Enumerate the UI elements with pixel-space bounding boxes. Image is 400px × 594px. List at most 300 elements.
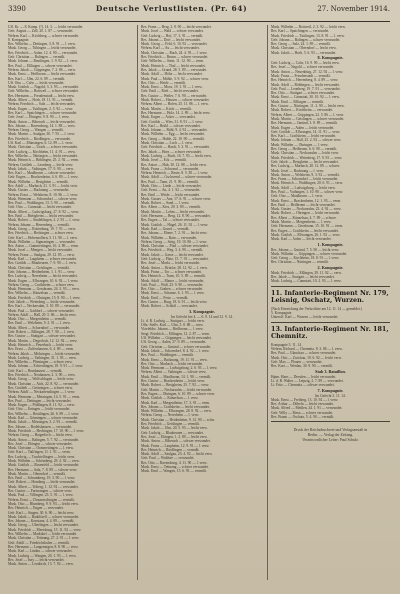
casualty-entry: Musk. Jakob — Horb, 5. 6. 93 — verwundet.: [271, 50, 337, 55]
casualty-entry: Gefr. Max — Plauen — verwundet.: [271, 360, 323, 365]
casualty-entry: Gefr. Robert — Eßlingen, 28. 7. 90 — l. verw.: [8, 330, 75, 335]
imprint-line: Verantwortlicher Leiter: Paul Schulz.: [302, 437, 359, 442]
divider: [271, 286, 390, 287]
casualty-entry: Res. Josef — Ebingen — schwer verwundet.: [8, 441, 73, 446]
casualty-entry: Gefr. Ernst — Au, 4. 1. 92 — verwundet.: [141, 188, 201, 193]
casualty-entry: Gefr. Emil — Ried — leicht verwundet.: [141, 89, 199, 94]
casualty-entry: Wehrm. Adolf — Hall, 20. 5. 86 — leicht verw.: [8, 312, 77, 317]
casualty-entry: Musk. Wilhelm — Rain — verwundet.: [141, 235, 197, 240]
casualty-entry: Res. Gustav — Brackenheim — leicht verw.: [141, 379, 206, 384]
casualty-entry: Gefr. Otto — Maulbronn — l. verw.: [271, 194, 323, 199]
casualty-entry: Musk. Eugen — Aalen — leicht verwundet.: [271, 125, 335, 130]
casualty-entry: Musk. Karl — Mergentheim, 17. 3. 91 — verm.: [141, 400, 211, 405]
casualty-entry: Res. Ludwig — Marbach, 28. 12. 89 — schwer.: [271, 164, 340, 169]
casualty-entry: Uff. Wilhelm — Göppingen — leicht verwundet.: [141, 336, 212, 341]
casualty-entry: Res. Paul — Tann, 21. 9. 90 — vermißt.: [141, 179, 199, 184]
casualty-entry: Uff. Karl — Münsingen, 6. 12. 89 — l. verw.: [8, 141, 74, 146]
casualty-entry: Offz.-Stellv. Karl — Ulm, 3. 8. 88 — verw.: [141, 323, 204, 328]
casualty-entry: Musk. Martin — Kirch — vermißt.: [141, 106, 192, 111]
casualty-entry: Musk. Christian — Loch — l. verw.: [141, 141, 193, 146]
casualty-entry: Gefr. Gottlob — Wies, 31. 8. 91 — l. verw.: [141, 119, 204, 124]
casualty-entry: Lt. d. R. Ludwig — Stuttgart — leicht verw.: [141, 318, 205, 323]
casualty-entry: Res. Hermann — Langenargen, 8. 8. 90 — verw.: [8, 544, 79, 549]
casualty-entry: Musk. Martin — Geislingen — schwer verwundet.: [271, 116, 345, 121]
header-rule: [8, 21, 390, 22]
casualty-entry: Wehrm. Albert — Vaihingen — schwer verw.: [141, 370, 207, 375]
casualty-entry: Musk. Karl — Gönningen — schwer verwundet.: [8, 416, 79, 421]
issue-date: 27. November 1914.: [317, 5, 390, 13]
casualty-entry: Res. Johann — Gmünd, 7. 5. 90 — leicht verw.: [271, 247, 340, 252]
casualty-entry: Musk. Adolf — Saulgau, 23. 4. 92 — leicht verw.: [141, 452, 213, 457]
casualty-entry: Musk. Johann — Echterdingen, 18. 9. 91 — l. verw.: [8, 364, 84, 369]
casualty-entry: Musk. Ernst — Moos, 19. 1. 91 — l. verw.: [141, 85, 203, 90]
casualty-entry: Musk. Jakob — Schorndorf, 8. 4. 92 — l. verw.: [141, 348, 210, 353]
casualty-entry: Musk. Karl — Aalen — leicht verwundet.: [271, 237, 332, 242]
casualty-entry: Res. Wilhelm — Markdorf — leicht verwundet.: [8, 532, 78, 537]
battle-note: Im Gefecht 3. 11. 14.: [315, 393, 346, 398]
casualty-entry: Musk. Robert — Besigheim, 25. 7. 92 — verw.: [141, 383, 210, 388]
casualty-entry: Gefr. Friedrich — Hardt, 5. 3. 91 — verwundet.: [141, 145, 210, 150]
casualty-entry: Gefr. Ludwig — Calw, 16. 9. 90 — leicht verw.: [271, 61, 340, 66]
casualty-entry: Uff. Kr. — 8. Komp. (?), 14. 3. — leicht verwundet.: [8, 25, 84, 29]
casualty-entry: Res. Gustav — Furtwangen — schwer verw.: [8, 489, 73, 494]
casualty-entry: Res. Karl — Crailsheim — leicht verwundet.: [271, 134, 337, 139]
company-heading: 2. Kompagnie.: [317, 264, 344, 270]
casualty-entry: Res. Friedrich — Hechingen — schwer verw.: [8, 231, 74, 236]
casualty-entry: Musk. Emil — Maulbronn, 14. 1. 90 — vermißt.: [141, 374, 212, 379]
casualty-entry: Musk. Friedrich — Weinsberg, 17. 9. 93 — verw.: [271, 155, 343, 160]
casualty-entry: Musk. Wilhelm — Rottweil, 2. 3. 92 — leicht verw.: [271, 25, 346, 29]
casualty-entry: Wehrm. Georg — Steig, 19. 10. 86 — l. verw.: [141, 239, 208, 244]
casualty-entry: Res. Wilhelm — Künzelsau — vermißt.: [8, 291, 66, 296]
casualty-entry: Res. Karl — Ulm, 22. 6. 89 — vermißt.: [8, 76, 66, 81]
casualty-entry: Musk. Karl — Grund — vermißt.: [141, 226, 190, 231]
casualty-entry: Uff. Otto — Calw — leicht verwundet.: [8, 80, 65, 85]
casualty-entry: Uff. Georg — Aalen, 27. 9. 89 — verwundet.: [141, 340, 207, 345]
casualty-entry: Gefr. Karl — Tailfingen, 11. 1. 91 — verm.: [8, 450, 71, 455]
casualty-entry: Musk. Georg — Tübingen — leicht verwundet.: [8, 46, 77, 51]
casualty-entry: Res. Gustav — Weiler, 7. 6. 90 — verwundet.: [141, 93, 208, 98]
casualty-entry: Musk. Friedrich — Meersburg, 15. 11. 92 — verw.: [8, 527, 82, 532]
casualty-entry: Res. Emil — Welzheim, 9. 2. 91 — l. verw.: [8, 321, 71, 326]
casualty-entry: Lt. Fritz — Chemnitz — schwer verwundet.: [271, 383, 335, 388]
divider: [271, 421, 390, 422]
casualty-entry: Musk. Christian — Heidenheim, 9. 12. 90 — schw.: [141, 417, 215, 422]
casualty-entry: Musk. Ludwig — Wangen, 20. 1. 93 — l. verw.: [8, 553, 77, 558]
casualty-entry: Musk. Jakob — Vaihingen, 17. 9. 90 — verw.: [8, 166, 74, 171]
casualty-entry: Res. Johann — Konstanz, 4. 4. 89 — vermißt.: [8, 519, 75, 524]
casualty-entry: Lt. d. R. Walter — Leipzig, 2. 7. 89 — verwundet.: [271, 378, 344, 383]
casualty-entry: Musk. Ernst — Schanze, 6. 1. 93 — l. verw.: [141, 291, 205, 296]
casualty-entry: Gefr. Martin — Neckarsulm — leicht verwundet.: [141, 387, 213, 392]
casualty-entry: Res. Paul — Dettingen — leicht verwundet.: [8, 398, 72, 403]
casualty-entry: Res. Friedrich — Neuhausen, 2. 3. 90 — verw.: [8, 373, 76, 378]
casualty-entry: Musk. Emil — Eßlingen — vermißt.: [271, 99, 324, 104]
casualty-entry: Res. Karl — Maulbronn — schwer verwundet.: [8, 171, 76, 176]
casualty-entry: Res. Heinrich — Engen — verwundet.: [8, 506, 64, 511]
casualty-entry: Musk. Gustav — Backnang — verwundet.: [8, 188, 70, 193]
casualty-entry: Musk. Martin — Lehm — leicht verwundet.: [141, 209, 205, 214]
casualty-entry: Wehrm. Heinrich — Reute, 8. 5. 85 — l. verw.: [141, 171, 209, 176]
casualty-entry: Musk. Martin — Mergentheim — l. verw.: [271, 220, 332, 225]
casualty-entry: Musk. Friedrich — Eßlingen, 29. 11. 92 — verw.: [271, 270, 342, 275]
casualty-entry: Musk. Adolf — Gschwend — schwer verwundet.: [141, 175, 213, 180]
casualty-entry: Musk. Christian — Onstmettingen — l. verw.: [8, 446, 74, 451]
casualty-entry: Musk. Johann — Hall, 25. 2. 92 — schwer verw.: [271, 138, 342, 143]
casualty-entry: Res. Johann — Ebene, 7. 2. 91 — leicht verw.: [141, 231, 208, 236]
casualty-entry: Musk. Christian — Tettnang, 27. 2. 91 — l. verw.: [8, 536, 80, 541]
casualty-entry: Musk. Emil — Feste — vermißt.: [141, 295, 189, 300]
casualty-entry: Res. Johann — Dorf — leicht verwundet.: [141, 37, 201, 42]
casualty-entry: (Nach Einreichung der Verlustliste am 12. 11. 14 — gemeldet.): [271, 306, 362, 311]
casualty-entry: Gefr. Ludwig — Hof, 17. 3. 91 — vermißt.: [141, 33, 204, 38]
casualty-entry: Res. Heinrich — Riedlingen — vermißt.: [141, 447, 200, 452]
casualty-entry: Res. Jakob — Grund, 28. 5. 89 — verwundet.: [141, 67, 207, 72]
casualty-entry: Musk. Wilhelm — Schömberg, 29. 4. 92 — verw.: [8, 458, 80, 463]
casualty-entry: Res. Karl — Neckarsulm, 3. 10. 89 — verwundet.: [8, 304, 81, 309]
casualty-entry: Res. Wilhelm — Nürtingen — leicht verwundet.: [8, 153, 78, 158]
casualty-entry: Musk. Wilhelm — Ellwangen, 28. 8. 92 — verw.: [141, 409, 212, 414]
casualty-entry: Res. Gottlob — Blaubeuren, 7. 9. 90 — l. verw.: [8, 261, 77, 266]
casualty-entry: Musk. Franz — Schwand — verwundet.: [141, 166, 200, 171]
casualty-entry: Musk. Friedrich — Hechingen, 17. 10. 90 — l. verw.: [8, 428, 85, 433]
casualty-entry: Musk. Gottlob — Rosenfeld — leicht verwundet.: [8, 463, 80, 468]
casualty-entry: Musk. Adolf — Ludwigsburg — leicht verw.: [271, 185, 336, 190]
casualty-entry: Res. Josef — Ehingen, 1. 2. 89 — leicht verw.: [141, 434, 208, 439]
casualty-entry: Wehrm. Karl — Au — leicht verwundet.: [141, 46, 200, 51]
casualty-entry: Res. Eugen — Öhringen, 6. 10. 89 — schwer verw.: [141, 391, 216, 396]
casualty-entry: Musk. Wilhelm — Egg — leicht verwundet.: [141, 132, 205, 137]
page-header: [8, 4, 390, 20]
casualty-entry: Res. Gustav — Stuttgart — schwer verwundet.: [8, 334, 76, 339]
casualty-entry: Wehrm. Richard — Chemnitz, 8. 3. 86 — l. verw.: [271, 347, 343, 352]
casualty-entry: Musk. Ludwig — Buch, 16. 7. 93 — leicht verw.: [141, 153, 212, 158]
casualty-entry: Musk. Jakob — Gasse — leicht verwundet.: [141, 252, 204, 257]
casualty-entry: Musk. Robert — Sand — l. verw.: [141, 201, 190, 206]
casualty-entry: Musk. Anton — Welzheim, 9. 3. 92 — vermißt.: [271, 172, 340, 177]
casualty-entry: Res. Otto — Heide — vermißt.: [141, 80, 187, 85]
casualty-entry: Res. Gustav — Nürtingen, 11. 2. 90 — leicht verw.: [271, 104, 345, 109]
casualty-entry: Musk. Christian — Oberndorf — leicht verw.: [271, 46, 337, 51]
casualty-entry: Musk. Jakob — Ulm, 20. 5. 93 — leicht verw.: [141, 426, 208, 431]
casualty-entry: Musk. Hermann — Gerabronn, 24. 3. 93 — verw.: [8, 287, 80, 292]
casualty-entry: Musk. Anton — Neuenbürg, 27. 12. 92 — l. verw.: [271, 69, 344, 74]
casualty-entry: Musk. Karl — Lindau — schwer verwundet.: [8, 549, 73, 554]
casualty-entry: Res. Anton — Hub, 30. 12. 88 — leicht verw.: [141, 162, 207, 167]
casualty-entry: Gefr. Hermann — Gerabronn, 15. 10. 91 — verm.: [271, 224, 344, 229]
casualty-entry: Gefr. Georg — Kirchheim, 18. 8. 91 — l. verw.: [271, 256, 340, 261]
casualty-entry: Musk. Anton — Balingen, 5. 7. 92 — verwundet.: [8, 437, 80, 442]
casualty-entry: Musk. Georg — Überlingen — leicht verwundet.: [8, 523, 79, 528]
casualty-entry: Musk. Johann — Reutlingen, 1. 9. 92 — l. verw.: [8, 59, 78, 64]
casualty-entry: Res. Albert — Kies, 29. 3. 89 — vermißt.: [141, 205, 201, 210]
casualty-entry: Res. Christian — Nürtingen — vermißt.: [271, 260, 329, 265]
casualty-entry: Musk. Josef — Backnang — l. verw.: [271, 168, 325, 173]
casualty-entry: Res. Adolf — Marbach, 21. 3. 91 — leicht verw.: [8, 183, 79, 188]
casualty-entry: Res. Johann — Crailsheim — leicht verwundet.: [141, 404, 210, 409]
casualty-entry: Res. Otto — Ravensburg, 4. 11. 90 — l. verw.: [141, 460, 208, 465]
casualty-entry: Musk. Johann — Bühl, 9. 4. 92 — verwundet.: [141, 128, 208, 133]
casualty-entry: Wehrm. Albert — Hofen, 25. 11. 86 — l. verw.: [141, 102, 209, 107]
casualty-entry: 8. Kompagnie.: [8, 37, 30, 42]
casualty-entry: Res. Jakob — Stuttgart — leicht verwundet.: [271, 275, 335, 280]
casualty-entry: Musk. Wilhelm — Sigmaringen — verwundet.: [8, 239, 76, 244]
casualty-entry: Musk. Gottlob — Künzelsau — l. verw.: [141, 396, 199, 401]
casualty-entry: Musk. Adolf — Mauer — leicht verwundet.: [141, 278, 205, 283]
casualty-entry: Musk. Eugen — Acker — verwundet.: [141, 115, 196, 120]
casualty-entry: Res. Eugen — Crailsheim — leicht verwundet.: [271, 228, 339, 233]
casualty-entry: Musk. Robert — Hausen — schwer verwundet.: [141, 98, 210, 103]
casualty-entry: Res. Hermann — Sulz, 7. 8. 89 — schwer verw.: [8, 467, 78, 472]
casualty-entry: Sergt. Friedrich — Eßlingen, 12. 2. 87 — verm.: [141, 331, 210, 336]
casualty-entry: Wehrm. Franz — Saulgau, 29. 12. 85 — verw.: [8, 252, 75, 257]
publication-title: Deutsche Verlustlisten. (Pr. 64): [95, 4, 248, 13]
casualty-entry: Res. Emil — Schramberg, 19. 3. 90 — l. verw.: [8, 476, 76, 481]
company-heading: 8. Kompagnie.: [317, 55, 344, 61]
casualty-entry: Gefr. Christian — Balingen — vermißt.: [8, 55, 66, 60]
casualty-entry: Res. Emil — Heilbronn — leicht verwundet.: [271, 202, 336, 207]
casualty-entry: Res. Georg — Halde, 22. 10. 90 — vermißt.: [141, 136, 205, 141]
imprint-line: Druck der Reichsdruckerei und Verlagsanstalt in: [293, 428, 368, 433]
casualty-entry: Musk. Anton — Leutkirch, 13. 7. 92 — verw.: [8, 562, 74, 567]
casualty-entry: Musk. Anton — Biberach — leicht verwundet.: [8, 119, 76, 124]
casualty-entry: Gefr. Robert — Hornberg — leicht verwundet.: [8, 480, 76, 485]
casualty-entry: Musk. Georg — Rottenburg, 19. 7. 91 — verw.: [8, 226, 77, 231]
casualty-entry: Hptm. Hans — Dresden — leicht verwundet.: [271, 374, 337, 379]
casualty-entry: Musk. Ludwig — Vaihingen, 31. 1. 93 — verw.: [8, 355, 77, 360]
casualty-entry: Musk. Hermann — Metzingen, 14. 5. 91 — verm.: [8, 394, 81, 399]
casualty-entry: Res. Paul — Waiblingen, 13. 5. 90 — vermißt.: [8, 201, 76, 206]
casualty-entry: Gefr. Christian — Gmünd — schwer verwundet.: [141, 344, 212, 349]
casualty-entry: Res. Emil — Weide — leicht verwundet.: [141, 192, 200, 197]
casualty-entry: Wehrm. Karl — Kirchberg — schwer verwundet.: [8, 33, 80, 38]
casualty-entry: Musk. Ludwig — Cannstatt, 10. 2. 93 — l. verw.: [271, 279, 342, 284]
casualty-entry: Res. Karl — Spaichingen — verwundet.: [271, 29, 330, 34]
casualty-entry: Musk. Friedrich — Öhringen, 15. 8. 90 — l. verw.: [8, 295, 81, 300]
casualty-entry: Res. Paul — Waiblingen — vermißt.: [141, 353, 194, 358]
casualty-entry: Res. Wilhelm — Plieningen — schwer verw.: [8, 360, 73, 365]
casualty-entry: Musk. Christian — Geislingen — vermißt.: [8, 265, 70, 270]
casualty-entry: Res. Ludwig — Neresheim — leicht verwundet.: [8, 274, 78, 279]
casualty-entry: Res. Friedrich — Aalen, 12. 4. 90 — verwundet.: [8, 50, 78, 55]
column-divider-left: [137, 25, 138, 580]
casualty-entry: Musk. Franz — Tor — schwer verwundet.: [141, 269, 202, 274]
casualty-entry: Musk. Heinrich — Waiblingen, 20. 6. 91 — verw.: [271, 181, 343, 186]
casualty-entry: Res. Georg — Sulz, 24. 1. 89 — vermißt.: [271, 42, 331, 47]
casualty-entry: Musk. Albert — Ludwigsburg, 27. 8. 92 — verw.: [8, 209, 80, 214]
casualty-entry: Musk. Christian — Urach — schwer verwundet.: [8, 145, 78, 150]
casualty-entry: Wehrm. Ernst — Donaueschingen — vermißt.: [8, 497, 75, 502]
casualty-entry: Wehrm. Johann — Herrenberg — vermißt.: [8, 222, 70, 227]
casualty-entry: Wehrm. Ernst — Welzheim, 8. 10. 86 — l. verw.: [8, 192, 79, 197]
casualty-entry: Musk. Wilhelm — Öhringen — l. verw.: [271, 142, 329, 147]
casualty-entry: Res. Wilhelm — Dettingen, 3. 8. 91 — l. verw.: [8, 42, 76, 47]
casualty-entry: Musk. Otto — Blumberg, 9. 9. 93 — leicht verw.: [8, 501, 79, 506]
casualty-entry: Gefr. Eugen — Brackenheim, 4. 6. 89 — l. verw.: [8, 175, 79, 180]
column-divider-right: [267, 25, 268, 580]
casualty-entry: Res. Hermann — Gmünd, 3. 8. 89 — vermißt.: [271, 121, 338, 126]
casualty-entry: Gefr. Paul — Leonberg, 19. 7. 91 — verwundet.: [271, 86, 341, 91]
casualty-entry: Res. Paul — Eßlingen — schwer verwundet.: [8, 63, 73, 68]
casualty-entry: Musk. Josef — Mengen — leicht verwundet.: [8, 248, 73, 253]
casualty-entry: Musk. Hermann — Ludwigsburg, 2. 6. 93 — l. verw.: [141, 366, 218, 371]
casualty-entry: Res. Franz — Schorndorf — leicht verwundet.: [271, 177, 339, 182]
casualty-entry: Musk. Wilhelm — Besigheim — vermißt.: [8, 179, 69, 184]
casualty-entry: Res. Hermann — Holz, 14. 2. 89 — leicht verw.: [141, 110, 211, 115]
casualty-entry: Wehrm. Jakob — Möhringen — leicht verwundet.: [8, 351, 81, 356]
casualty-entry: Gefr. Ludwig — Platz, 15. 7. 91 — verwundet.: [141, 257, 209, 262]
casualty-entry: Musk. Christian — Neckarsulm — leicht verw.: [271, 151, 340, 156]
casualty-entry: Musk. Georg — Feld, 6. 10. 92 — verwundet.: [141, 42, 208, 47]
casualty-entry: Musk. Eugen — Pfullingen, 8. 11. 92 — verw.: [8, 403, 76, 408]
casualty-entry: Res. Ludwig — Truchtelfingen — leicht verw.: [8, 454, 76, 459]
casualty-entry: Res. Josef — Isny — leicht verwundet.: [8, 557, 65, 562]
column-middle: [141, 25, 263, 580]
casualty-entry: 5. Kompagnie.: [271, 311, 293, 316]
casualty-entry: Musk. Gustav — Neckarsulm, 23. 4. 92 — verw.: [271, 207, 342, 212]
casualty-entry: Musk. Jakob — Mössingen, 3. 2. 93 — vermißt.: [8, 420, 78, 425]
casualty-entry: Musk. Friedrich — Tuttlingen, 13. 8. 91 — l. verw.: [271, 33, 345, 38]
casualty-entry: Gefr. Hermann — Berg, 12. 8. 90 — verwundet.: [141, 214, 211, 219]
casualty-entry: Musk. Alfred — Meißen, 24. 1. 91 — verwundet.: [271, 406, 343, 411]
casualty-entry: Res. Johann — Ravensburg, 14. 1. 88 — verw.: [8, 123, 76, 128]
casualty-entry: Res. Bruno — Oschatz, 5. 4. 90 — vermißt.: [271, 415, 335, 420]
casualty-entry: Musk. Christian — Pfad — schwer verwundet.: [141, 244, 209, 249]
casualty-entry: Musk. Martin — Saulgau, 30. 7. 93 — l. verw.: [8, 132, 76, 137]
imprint-line: Berlin. — Verlag der Zeitung.: [307, 432, 354, 437]
casualty-entry: Gefr. Wilhelm — Rottweil — schwer verwundet.: [8, 89, 79, 94]
casualty-entry: Musk. Albert — Triberg, 1. 12. 92 — verwundet.: [8, 484, 79, 489]
casualty-entry: Res. Johann — Bodelshausen — verwundet.: [8, 424, 73, 429]
casualty-entry: Musk. Heinrich — Böblingen, 25. 2. 92 — verm.: [8, 158, 79, 163]
casualty-entry: Gefr. Otto — Cannstatt — leicht verwundet.: [8, 205, 72, 210]
casualty-entry: Musk. Eugen — Tuttlingen, 2. 5. 92 — verw.: [8, 106, 74, 111]
casualty-entry: Musk. Franz — Laupheim, 12. 9. 91 — l. verw.: [141, 443, 210, 448]
column-right: [271, 25, 390, 580]
casualty-entry: Musk. Ernst — Tettnang — schwer verwundet.: [141, 464, 209, 469]
casualty-entry: Musk. Christian — Bach, 24. 4. 93 — l. verw.: [141, 50, 208, 55]
casualty-entry: Musk. Martin — Oberndorf — vermißt.: [8, 471, 66, 476]
casualty-entry: Res. Ernst — Zuffenhausen, 6. 4. 89 — verm.: [8, 347, 75, 352]
casualty-entry: Musk. Franz — Freudenstadt — vermißt.: [271, 73, 331, 78]
casualty-entry: Res. Otto — Stuttgart — schwer verwundet.: [271, 91, 335, 96]
casualty-entry: Musk. Gottlob — Hügel, 26. 11. 92 — l. verw.: [141, 222, 209, 227]
casualty-entry: Wehrm. Georg — Neresheim — l. verw.: [141, 413, 200, 418]
casualty-entry: Res. Arthur — Döbeln — leicht verwundet.: [271, 402, 334, 407]
casualty-entry: Res. Georg — Heilbronn, 6. 6. 90 — vermißt.: [271, 147, 338, 152]
casualty-entry: Wehrm. Gottlieb — Leonberg — leicht verw.: [8, 162, 74, 167]
casualty-entry: Musk. Paul — Villingen, 23. 5. 91 — l. verw.: [8, 493, 74, 498]
column-left: [8, 25, 133, 580]
company-heading: 1. Kompagnie.: [317, 241, 344, 247]
casualty-entry: Musk. Otto — Mergentheim — vermißt.: [8, 317, 67, 322]
regiment-heading: 11. Infanterie-Regiment Nr. 179, Leisnig, Oschatz, Wurzen.: [271, 288, 389, 305]
casualty-entry: Res. Gottlieb — Grötzingen — schwer verw.: [8, 385, 73, 390]
casualty-entry: Musk. Wilhelm — Göppingen — schwer verwundet.: [271, 251, 348, 256]
casualty-entry: Res. Hermann — Freudenstadt — leicht verw.: [8, 93, 75, 98]
casualty-entry: Gefr. Otto — Eningen — leicht verwundet.: [8, 407, 71, 412]
casualty-entry: Res. Franz — Berg, 2. 8. 90 — leicht verwundet.: [141, 25, 212, 29]
printer-imprint: [271, 428, 390, 442]
casualty-entry: Res. Karl — Brühl — schwer verwundet.: [141, 123, 201, 128]
casualty-entry: Gefr. Adolf — Friedrichshafen — vermißt.: [8, 540, 70, 545]
casualty-entry: Gefr. Josef — Ehingen, 9. 8. 90 — l. verw.: [8, 115, 70, 120]
casualty-entry: Res. Otto — Marbach — leicht verwundet.: [141, 361, 204, 366]
casualty-entry: Wehrm. Jakob — Göppingen, 7. 2. 86 — verw.: [8, 67, 76, 72]
battle-note: Im Gefecht bei 4. — 6. 9. 14 und 12. 9. 14.: [171, 314, 233, 319]
casualty-entry: Musk. Otto — Zwickau, 19. 6. 92 — leicht verw.: [271, 355, 342, 360]
casualty-entry: Musk. Emil — Wangen, 15. 6. 93 — vermißt.: [141, 469, 207, 474]
casualty-entry: Musk. Gottlob — Ellwangen, 26. 1. 92 — verw.: [271, 232, 341, 237]
casualty-entry: Res. Friedrich — Brunn — schwer verwundet.: [141, 55, 209, 60]
casualty-entry: Wehrm. Albert — Göppingen, 22. 5. 86 — l. verw.: [271, 112, 345, 117]
casualty-entry: Res. Friedrich — Geislingen — vermißt.: [141, 422, 200, 427]
casualty-entry: Musk. Heinrich — Thal — leicht verwundet.: [141, 63, 206, 68]
casualty-entry: Gefr. Gottlob — Ellwangen, 14. 11. 91 — verw.: [271, 129, 341, 134]
casualty-entry: Musk. Gustav — Aue, 17. 6. 91 — schwer verw.: [141, 196, 212, 201]
casualty-entry: Res. Eugen — Tal — schwer verwundet.: [141, 218, 200, 223]
casualty-entry: Res. Karl — Spaichingen — schwer verwundet.: [8, 110, 78, 115]
casualty-entry: Musk. Martin — Degerloch, 12. 12. 92 — verw.: [8, 338, 78, 343]
casualty-entry: Res. Heinrich — Turm, 10. 5. 89 — vermißt.: [141, 274, 206, 279]
casualty-entry: Wehrm. Georg — Wangen — vermißt.: [8, 128, 64, 133]
casualty-entry: Gefr. Johann — Balingen — schwer verwundet.: [271, 37, 341, 42]
casualty-entry: Gefr. Ludwig — Blaubeuren — verwundet.: [141, 430, 204, 435]
casualty-entry: Musk. Ernst — Backnang, 19. 11. 91 — verw.: [141, 357, 208, 362]
casualty-entry: Res. Friedrich — Riedlingen — verwundet.: [8, 136, 71, 141]
casualty-entry: Musk. Robert — Kirchheim — verwundet.: [271, 108, 333, 113]
casualty-entry: Musk. Jakob — Radolfzell — schwer verwundet.: [8, 514, 80, 519]
casualty-entry: Musk. Gottlob — Nagold, 3. 3. 93 — verwundet.: [8, 85, 79, 90]
casualty-entry: Gefr. Karl — Bernhausen — vermißt.: [8, 368, 63, 373]
casualty-entry: Gefr. August — Zell, 20. 1. 87 — verwundet.: [8, 29, 74, 34]
casualty-entry: Musk. Josef — Wald — schwer verwundet.: [141, 29, 204, 34]
casualty-entry: Musk. Christian — Aich, 22. 8. 92 — verwundet.: [8, 381, 80, 386]
casualty-entry: Res. Gustav — Burg, 18. 6. 91 — leicht verw.: [141, 300, 208, 304]
casualty-entry: Wehrm. Georg — Crailsheim — schwer verw.: [8, 282, 75, 287]
casualty-entry: Res. Kurt — Werdau, 30. 9. 90 — vermißt.: [271, 364, 334, 369]
casualty-entry: Musk. Albert — Schorndorf — verwundet.: [8, 325, 70, 330]
casualty-entry: Musk. Josef — Eck — vermißt.: [141, 158, 187, 163]
battalion-heading: Stab 3. Bataillon.: [315, 368, 346, 374]
casualty-entry: Res. Friedrich — Weg, 3. 4. 90 — vermißt.: [141, 248, 204, 253]
casualty-entry: Res. Paul — Glauchau — schwer verwundet.: [271, 351, 337, 356]
casualty-entry: Wehrm. Adolf — Neckartenzlingen — l. verw.: [8, 390, 76, 395]
casualty-entry: Unteroff. Karl — Wurzen — leicht verwundet.: [271, 315, 339, 320]
casualty-entry: Musk. Robert — Öhringen — leicht verwundet.: [271, 211, 341, 216]
casualty-entry: Gefr. Ludwig — Kirchheim, 11. 4. 91 — verw.: [8, 149, 76, 154]
casualty-entry: Musk. Albert — Horb, 18. 11. 91 — vermißt.: [8, 98, 74, 103]
casualty-entry: Musk. Adolf — Höhe — leicht verwundet.: [141, 72, 203, 77]
casualty-entry: Wehrm. Friedrich — Sulz — leicht verwundet.: [8, 102, 76, 107]
casualty-entry: Musk. Anton — Brücke, 28. 12. 92 — l. verw.: [141, 265, 208, 270]
casualty-entry: Gefr. Johann — Heidenheim, 1. 1. 91 — verw.: [8, 269, 76, 274]
casualty-entry: Kompagnie 5. 11. 14.: [271, 342, 303, 347]
casualty-entry: Res. Otto — Graben — schwer verwundet.: [141, 287, 204, 292]
company-heading: 3. Kompagnie.: [189, 308, 215, 314]
casualty-entry: Gefr. Paul — Waldsee — verwundet.: [141, 456, 195, 461]
page-number: 3390: [8, 5, 26, 13]
casualty-entry: Res. Anton — Gammertingen, 16. 4. 89 — verm.: [8, 244, 79, 249]
casualty-entry: Gefr. Paul — Wall, 23. 9. 90 — verwundet.: [141, 282, 204, 287]
casualty-entry: Res. Paul — Vaihingen, 1. 10. 90 — schwer verw.: [271, 189, 344, 194]
company-heading: 7. Kompagnie.: [317, 387, 344, 393]
casualty-entry: Gefr. Jakob — Weinsberg — leicht verwundet.: [8, 300, 76, 304]
casualty-entry: Musk. Georg — Wolfschlugen — leicht verw.: [8, 377, 75, 382]
casualty-entry: Musk. Ernst — Freiberg, 13. 10. 92 — l. verw.: [271, 397, 339, 402]
casualty-entry: Musk. Paul — Mühle, 3. 9. 92 — schwer verw.: [141, 76, 210, 81]
casualty-entry: Musk. Otto — Linde — leicht verwundet.: [141, 183, 202, 188]
